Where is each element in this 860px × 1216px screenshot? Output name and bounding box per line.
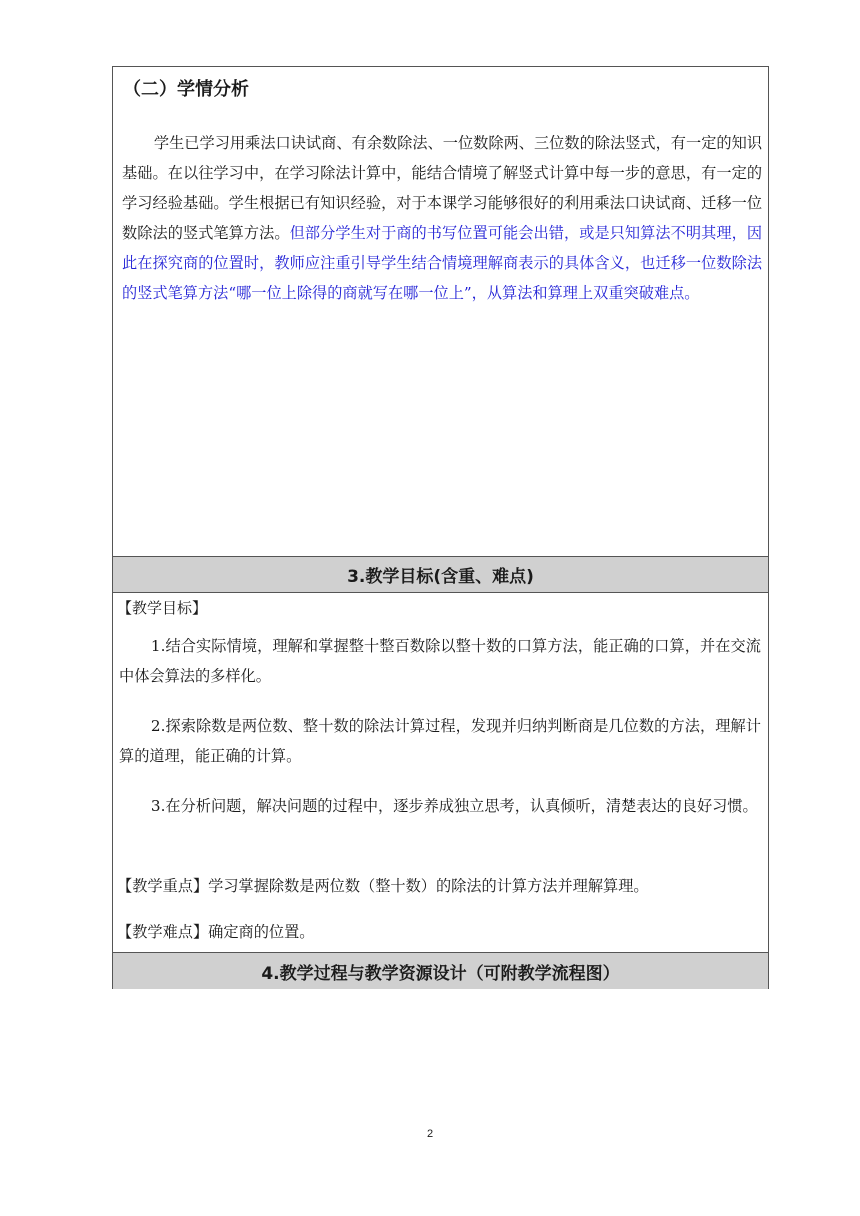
page-number: 2 bbox=[426, 1128, 434, 1140]
student-analysis-heading: （二）学情分析 bbox=[123, 79, 249, 100]
difficulty-label: 【教学难点】 bbox=[117, 923, 209, 941]
key-point-line bbox=[117, 873, 649, 899]
analysis-text-black: 学生已学习用乘法口诀试商、有余数除法、一位数除两、三位数的除法竖式，有一定的知识基础。在以往学习中，在学习除法计算中，能结合情境了解竖式计算中每一步的意思，有一定的学习经验基础。学生根据已有知识经验，对于本课学习能够很好的利用乘法口诀试商、迁移一位数除法的竖式笔算方法。 bbox=[122, 134, 762, 242]
key-point-label: 【教学重点】 bbox=[117, 877, 209, 895]
goal-item: 1.结合实际情境，理解和掌握整十整百数除以整十数的口算方法，能正确的口算，并在交流中体会算法的多样化。 bbox=[119, 637, 761, 685]
difficulty-text: 确定商的位置。 bbox=[208, 923, 315, 941]
student-analysis-cell bbox=[113, 67, 768, 557]
difficulty-line bbox=[117, 919, 314, 945]
teaching-goals-cell bbox=[113, 593, 768, 952]
teaching-goals-label: 【教学目标】 bbox=[117, 599, 208, 617]
goal-item: 2.探索除数是两位数、整十数的除法计算过程，发现并归纳判断商是几位数的方法，理解计算的道理，能正确的计算。 bbox=[119, 717, 761, 765]
teaching-goals-header: 3.教学目标(含重、难点) bbox=[113, 557, 768, 593]
teaching-process-header: 4.教学过程与教学资源设计（可附教学流程图） bbox=[113, 952, 768, 989]
analysis-text-blue: 但部分学生对于商的书写位置可能会出错，或是只知算法不明其理，因此在探究商的位置时，教师应注重引导学生结合情境理解商表示的具体含义，也迁移一位数除法的竖式笔算方法“哪一位上除得的商就写在哪一位上”，从算法和算理上双重突破难点。 bbox=[122, 224, 763, 302]
key-point-text: 学习掌握除数是两位数（整十数）的除法的计算方法并理解算理。 bbox=[208, 877, 649, 895]
goal-item: 3.在分析问题，解决问题的过程中，逐步养成独立思考，认真倾听，清楚表达的良好习惯。 bbox=[150, 797, 758, 815]
lesson-plan-table bbox=[112, 66, 769, 989]
student-analysis-paragraph bbox=[122, 128, 762, 308]
